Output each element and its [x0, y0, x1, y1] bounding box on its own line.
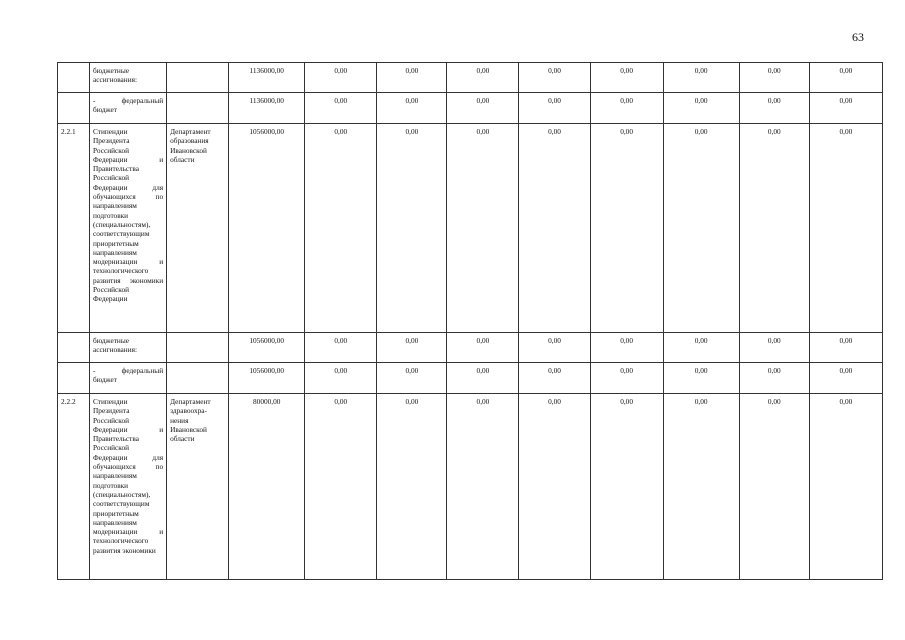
row-executor: Департамент здравоохра-нения Ивановской области — [167, 394, 229, 580]
table-row — [58, 394, 883, 580]
value-cell: 0,00 — [377, 124, 447, 333]
value-cell: 0,00 — [590, 394, 663, 580]
value-cell: 0,00 — [590, 333, 663, 363]
value-cell: 0,00 — [663, 333, 739, 363]
row-executor: Департамент образования Ивановской области — [167, 124, 229, 333]
row-name: бюджетные ассигнования: — [90, 63, 167, 93]
row-code: 2.2.2 — [58, 394, 90, 580]
value-cell: 0,00 — [447, 63, 519, 93]
row-executor — [167, 93, 229, 124]
value-cell: 0,00 — [663, 394, 739, 580]
value-cell: 0,00 — [809, 394, 882, 580]
value-total: 1136000,00 — [229, 63, 305, 93]
row-executor — [167, 63, 229, 93]
value-cell: 0,00 — [519, 63, 590, 93]
value-cell: 0,00 — [590, 124, 663, 333]
value-cell: 0,00 — [809, 124, 882, 333]
value-cell: 0,00 — [305, 363, 377, 394]
value-cell: 0,00 — [377, 363, 447, 394]
value-cell: 0,00 — [519, 363, 590, 394]
value-cell: 0,00 — [663, 363, 739, 394]
row-name: Стипендии Президента Российской Федерации и Правительства Российской Федерации для обучающихся по направлениям подготовки (специальностям), соответствующим приоритетным направлениям модернизации и технологического развития экономики Российской Федерации — [90, 124, 167, 333]
value-cell: 0,00 — [739, 363, 809, 394]
row-executor — [167, 333, 229, 363]
value-cell: 0,00 — [809, 93, 882, 124]
value-cell: 0,00 — [305, 394, 377, 580]
value-cell: 0,00 — [590, 63, 663, 93]
value-cell: 0,00 — [739, 63, 809, 93]
value-total: 1056000,00 — [229, 124, 305, 333]
row-code — [58, 363, 90, 394]
row-code: 2.2.1 — [58, 124, 90, 333]
value-cell: 0,00 — [663, 63, 739, 93]
row-name: - федеральный бюджет — [90, 363, 167, 394]
page-number: 63 — [852, 30, 864, 44]
value-cell: 0,00 — [447, 124, 519, 333]
value-cell: 0,00 — [305, 93, 377, 124]
value-cell: 0,00 — [739, 124, 809, 333]
value-cell: 0,00 — [739, 333, 809, 363]
table-row — [58, 333, 883, 363]
row-executor — [167, 363, 229, 394]
value-cell: 0,00 — [305, 333, 377, 363]
value-cell: 0,00 — [519, 333, 590, 363]
value-cell: 0,00 — [305, 124, 377, 333]
value-cell: 0,00 — [377, 394, 447, 580]
value-cell: 0,00 — [305, 63, 377, 93]
value-cell: 0,00 — [519, 394, 590, 580]
row-name: бюджетные ассигнования: — [90, 333, 167, 363]
value-total: 80000,00 — [229, 394, 305, 580]
value-cell: 0,00 — [590, 93, 663, 124]
value-cell: 0,00 — [809, 63, 882, 93]
value-cell: 0,00 — [739, 394, 809, 580]
row-code — [58, 93, 90, 124]
value-cell: 0,00 — [447, 333, 519, 363]
value-cell: 0,00 — [519, 93, 590, 124]
value-total: 1136000,00 — [229, 93, 305, 124]
value-cell: 0,00 — [447, 394, 519, 580]
value-cell: 0,00 — [377, 333, 447, 363]
value-cell: 0,00 — [739, 93, 809, 124]
row-name: Стипендии Президента Российской Федерации и Правительства Российской Федерации для обучающихся по направлениям подготовки (специальностям), соответствующим приоритетным направлениям модернизации и технологического развития экономики — [90, 394, 167, 580]
budget-table — [57, 62, 883, 580]
value-cell: 0,00 — [447, 93, 519, 124]
value-cell: 0,00 — [519, 124, 590, 333]
value-cell: 0,00 — [590, 363, 663, 394]
value-cell: 0,00 — [663, 93, 739, 124]
table-row — [58, 93, 883, 124]
value-total: 1056000,00 — [229, 363, 305, 394]
row-code — [58, 333, 90, 363]
value-cell: 0,00 — [377, 93, 447, 124]
value-total: 1056000,00 — [229, 333, 305, 363]
value-cell: 0,00 — [663, 124, 739, 333]
value-cell: 0,00 — [809, 333, 882, 363]
value-cell: 0,00 — [809, 363, 882, 394]
table-body — [58, 63, 883, 580]
value-cell: 0,00 — [377, 63, 447, 93]
table-row — [58, 63, 883, 93]
row-name: - федеральный бюджет — [90, 93, 167, 124]
row-code — [58, 63, 90, 93]
table-row — [58, 124, 883, 333]
table-row — [58, 363, 883, 394]
value-cell: 0,00 — [447, 363, 519, 394]
